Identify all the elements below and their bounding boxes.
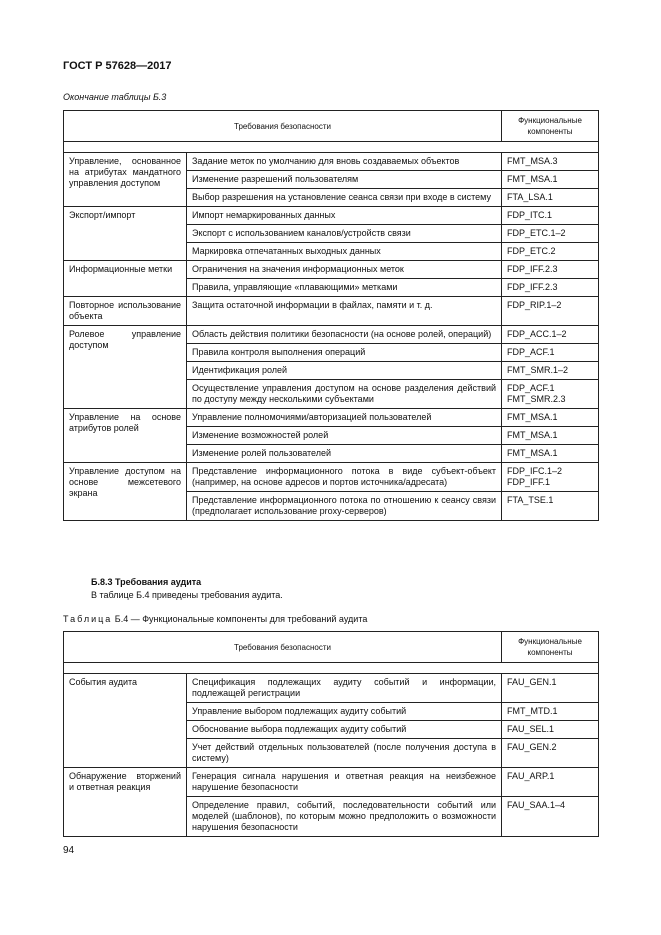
component-cell: FTA_TSE.1 (502, 492, 599, 521)
component-cell: FAU_ARP.1 (502, 768, 599, 797)
column-header-components: Функциональные компоненты (502, 111, 599, 142)
component-cell: FDP_ETC.1–2 (502, 225, 599, 243)
requirement-cell: Управление полномочиями/авторизацией пользователей (187, 409, 502, 427)
component-cell: FMT_MSA.1 (502, 409, 599, 427)
group-cell: Обнаружение вторжений и ответная реакция (64, 768, 187, 837)
requirement-cell: Маркировка отпечатанных выходных данных (187, 243, 502, 261)
requirement-cell: Область действия политики безопасности (на основе ролей, операций) (187, 326, 502, 344)
table-continuation-caption: Окончание таблицы Б.3 (63, 92, 167, 102)
table-title-text: Б.4 — Функциональные компоненты для требований аудита (112, 614, 368, 624)
group-cell: Управление, основанное на атрибутах мандатного управления доступом (64, 153, 187, 207)
column-header-requirements: Требования безопасности (64, 632, 502, 663)
table-b3 (63, 110, 599, 521)
component-cell: FMT_MTD.1 (502, 703, 599, 721)
requirement-cell: Обоснование выбора подлежащих аудиту событий (187, 721, 502, 739)
component-cell: FTA_LSA.1 (502, 189, 599, 207)
component-cell: FDP_ACC.1–2 (502, 326, 599, 344)
component-cell: FDP_IFC.1–2 FDP_IFF.1 (502, 463, 599, 492)
component-cell: FMT_MSA.1 (502, 445, 599, 463)
requirement-cell: Правила, управляющие «плавающими» метками (187, 279, 502, 297)
requirement-cell: Выбор разрешения на установление сеанса связи при входе в систему (187, 189, 502, 207)
component-cell: FAU_GEN.1 (502, 674, 599, 703)
table-b4 (63, 631, 599, 837)
table-title-prefix: Таблица (63, 614, 113, 624)
component-cell: FDP_RIP.1–2 (502, 297, 599, 326)
requirement-cell: Спецификация подлежащих аудиту событий и информации, подлежащей регистрации (187, 674, 502, 703)
group-cell: Повторное использование объекта (64, 297, 187, 326)
table-row (64, 326, 599, 344)
document-code: ГОСТ Р 57628—2017 (63, 60, 172, 72)
requirement-cell: Изменение ролей пользователей (187, 445, 502, 463)
page-number: 94 (63, 845, 75, 856)
table-row (64, 207, 599, 225)
requirement-cell: Осуществление управления доступом на основе разделения действий по доступу между несколькими субъектами (187, 380, 502, 409)
component-cell: FDP_ETC.2 (502, 243, 599, 261)
requirement-cell: Изменение возможностей ролей (187, 427, 502, 445)
component-cell: FDP_ACF.1 FMT_SMR.2.3 (502, 380, 599, 409)
component-cell: FDP_IFF.2.3 (502, 279, 599, 297)
requirement-cell: Задание меток по умолчанию для вновь создаваемых объектов (187, 153, 502, 171)
requirement-cell: Изменение разрешений пользователям (187, 171, 502, 189)
table-row (64, 409, 599, 427)
table-row (64, 674, 599, 703)
table-row (64, 261, 599, 279)
requirement-cell: Защита остаточной информации в файлах, памяти и т. д. (187, 297, 502, 326)
requirement-cell: Генерация сигнала нарушения и ответная реакция на неизбежное нарушение безопасности (187, 768, 502, 797)
requirement-cell: Правила контроля выполнения операций (187, 344, 502, 362)
requirement-cell: Представление информационного потока по отношению к сеансу связи (предполагает использование proxy-серверов) (187, 492, 502, 521)
component-cell: FMT_MSA.3 (502, 153, 599, 171)
requirement-cell: Управление выбором подлежащих аудиту событий (187, 703, 502, 721)
group-cell: Управление доступом на основе межсетевого экрана (64, 463, 187, 521)
section-heading: Б.8.3 Требования аудита (91, 577, 202, 587)
group-cell: События аудита (64, 674, 187, 768)
table-row (64, 463, 599, 492)
requirement-cell: Экспорт с использованием каналов/устройств связи (187, 225, 502, 243)
table-b4-title (63, 614, 367, 624)
table-row (64, 768, 599, 797)
group-cell: Управление на основе атрибутов ролей (64, 409, 187, 463)
requirement-cell: Представление информационного потока в виде субъект-объект (например, на основе адресов и портов источника/адресата) (187, 463, 502, 492)
requirement-cell: Определение правил, событий, последовательности событий или моделей (шаблонов), по которым можно предположить о возможности нарушения безопасности (187, 797, 502, 837)
table-row (64, 297, 599, 326)
section-text: В таблице Б.4 приведены требования аудита. (91, 590, 283, 600)
group-cell: Экспорт/импорт (64, 207, 187, 261)
column-header-requirements: Требования безопасности (64, 111, 502, 142)
component-cell: FAU_SEL.1 (502, 721, 599, 739)
group-cell: Ролевое управление доступом (64, 326, 187, 409)
table-row (64, 153, 599, 171)
requirement-cell: Импорт немаркированных данных (187, 207, 502, 225)
component-cell: FDP_ITC.1 (502, 207, 599, 225)
component-cell: FMT_SMR.1–2 (502, 362, 599, 380)
component-cell: FMT_MSA.1 (502, 427, 599, 445)
component-cell: FDP_IFF.2.3 (502, 261, 599, 279)
component-cell: FMT_MSA.1 (502, 171, 599, 189)
requirement-cell: Идентификация ролей (187, 362, 502, 380)
component-cell: FAU_SAA.1–4 (502, 797, 599, 837)
component-cell: FAU_GEN.2 (502, 739, 599, 768)
component-cell: FDP_ACF.1 (502, 344, 599, 362)
requirement-cell: Ограничения на значения информационных меток (187, 261, 502, 279)
column-header-components: Функциональные компоненты (502, 632, 599, 663)
requirement-cell: Учет действий отдельных пользователей (после получения доступа в систему) (187, 739, 502, 768)
group-cell: Информационные метки (64, 261, 187, 297)
